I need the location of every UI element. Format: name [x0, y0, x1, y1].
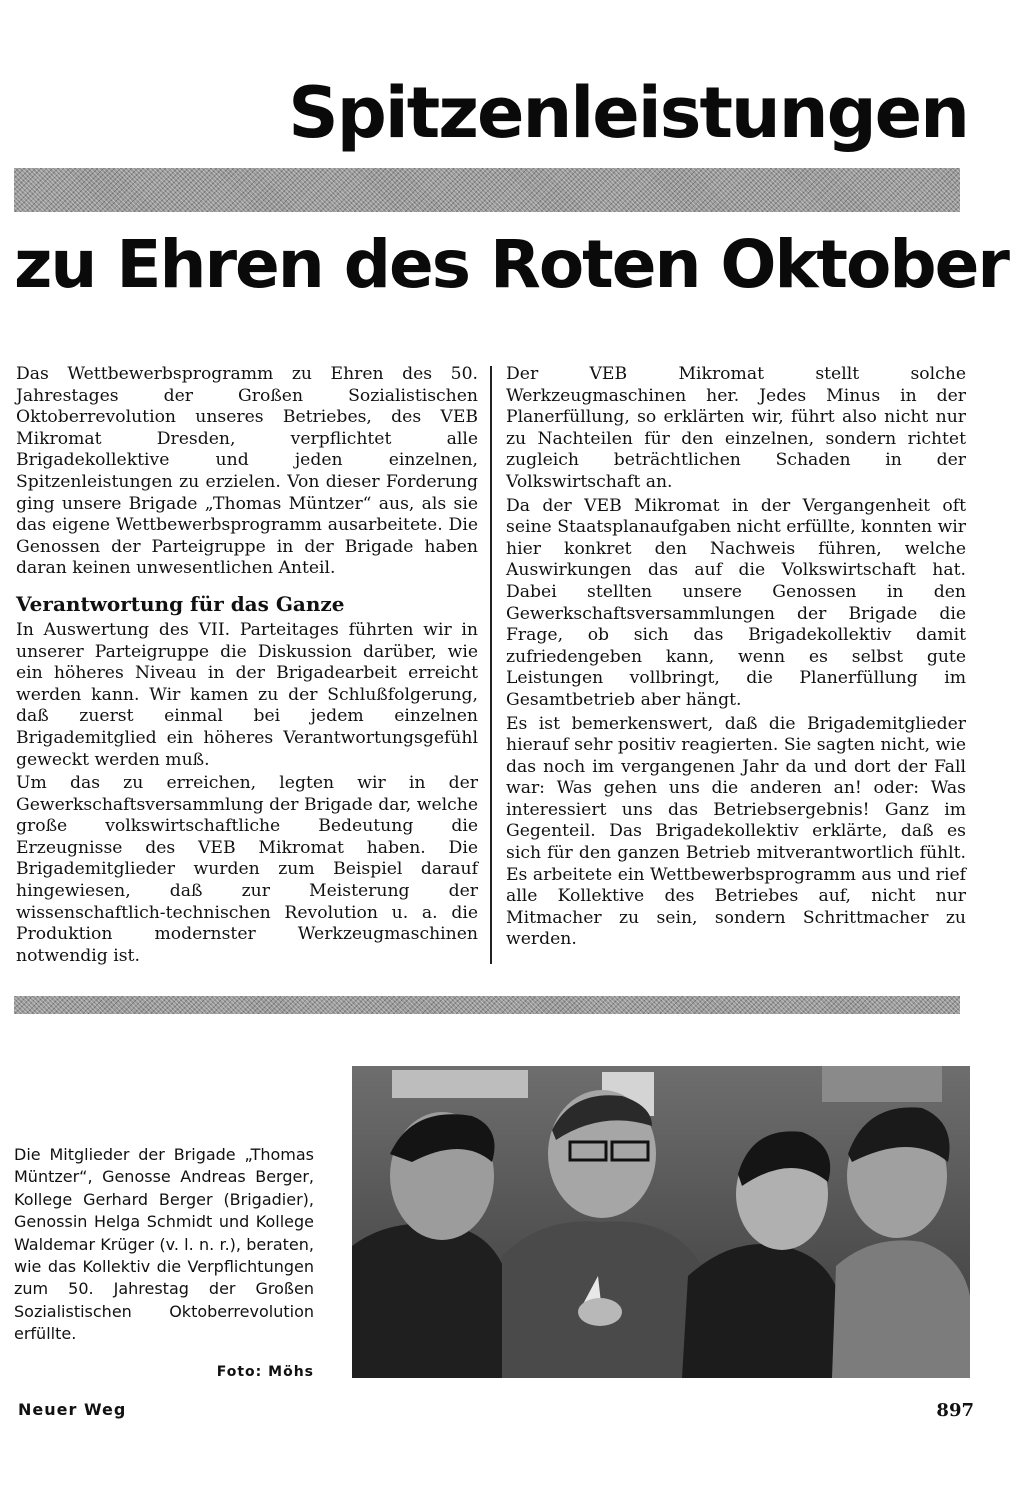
column-divider	[490, 366, 492, 964]
right-paragraph-3: Es ist bemerkenswert, daß die Brigademitglieder hierauf sehr positiv reagierten. Sie sagten nicht, wie das noch im vergangenen Jahr da und dort der Fall war: Was gehen uns die anderen an! oder: Was interessiert uns das Betriebsergebnis! Ganz im Gegenteil. Das Brigadekollektiv erklärte, daß es sich für den ganzen Betrieb mitverantwortlich fühlt. Es arbeitete ein Wettbewerbsprogramm aus und rief alle Kollektive des Betriebes auf, nicht nur Mitmacher zu sein, sondern Schrittmacher zu werden.	[506, 713, 966, 950]
halftone-band-top	[14, 168, 960, 212]
headline-line-2: zu Ehren des Roten Oktober	[14, 226, 1008, 303]
intro-paragraph: Das Wettbewerbsprogramm zu Ehren des 50. Jahrestages der Großen Sozialistischen Oktoberrevolution unseres Betriebes, des VEB Mikromat Dresden, verpflichtet alle Brigadekollektive und jeden einzelnen, Spitzenleistungen zu erzielen. Von dieser Forderung ging unsere Brigade „Thomas Müntzer“ aus, als sie das eigene Wettbewerbsprogramm ausarbeitete. Die Genossen der Parteigruppe in der Brigade haben daran keinen unwesentlichen Anteil.	[16, 364, 478, 579]
section-paragraph-1: In Auswertung des VII. Parteitages führten wir in unserer Parteigruppe die Diskussion darüber, wie ein höheres Niveau in der Brigadearbeit erreicht werden kann. Wir kamen zu der Schlußfolgerung, daß zuerst einmal bei jedem einzelnen Brigademitglied ein höheres Verantwortungsgefühl geweckt werden muß.	[16, 619, 478, 770]
article-column-right	[506, 364, 966, 953]
photo-credit: Foto: Möhs	[216, 1364, 314, 1380]
publication-name: Neuer Weg	[18, 1400, 127, 1419]
halftone-band-bottom	[14, 996, 960, 1014]
article-column-left	[16, 364, 478, 969]
photo-caption: Die Mitglieder der Brigade „Thomas Müntzer“, Genosse Andreas Berger, Kollege Gerhard Berger (Brigadier), Genossin Helga Schmidt und Kollege Waldemar Krüger (v. l. n. r.), beraten, wie das Kollektiv die Verpflichtungen zum 50. Jahrestag der Großen Sozialistischen Oktoberrevolution erfüllte.	[14, 1145, 314, 1344]
headline-line-1: Spitzenleistungen	[288, 72, 968, 154]
section-paragraph-2: Um das zu erreichen, legten wir in der Gewerkschaftsversammlung der Brigade dar, welche große volkswirtschaftliche Bedeutung die Erzeugnisse des VEB Mikromat haben. Die Brigademitglieder wurden zum Beispiel darauf hingewiesen, daß zur Meisterung der wissenschaftlich-technischen Revolution u. a. die Produktion modernster Werkzeugmaschinen notwendig ist.	[16, 773, 478, 966]
section-heading: Verantwortung für das Ganze	[16, 591, 345, 616]
right-paragraph-1: Der VEB Mikromat stellt solche Werkzeugmaschinen her. Jedes Minus in der Planerfüllung, so erklärten wir, führt also nicht nur zu Nachteilen für den einzelnen, sondern richtet zugleich beträchtlichen Schaden in der Volkswirtschaft an.	[506, 364, 966, 492]
brigade-group-photo	[352, 1066, 970, 1378]
page-number: 897	[936, 1400, 974, 1421]
right-paragraph-2: Da der VEB Mikromat in der Vergangenheit oft seine Staatsplanaufgaben nicht erfüllte, konnten wir hier konkret den Nachweis führen, welche Auswirkungen das auf die Volkswirtschaft hat. Dabei stellten unsere Genossen in den Gewerkschaftsversammlungen der Brigade die Frage, ob sich das Brigadekollektiv damit zufriedengeben kann, wenn es selbst gute Leistungen vollbringt, die Planerfüllung im Gesamtbetrieb aber hängt.	[506, 495, 966, 710]
